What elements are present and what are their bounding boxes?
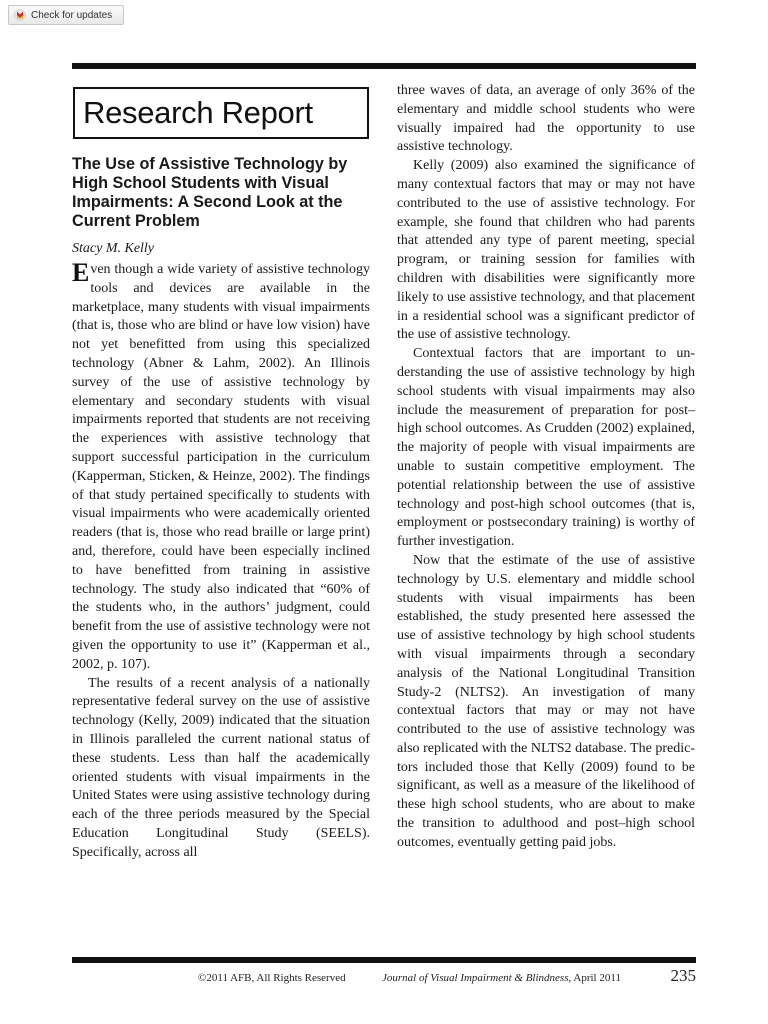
paragraph-5: Now that the estimate of the use of assistive technology by U.S. elementary and middle school students with visual impairments has been established, the study presented here assessed the use of assistive technology by high school students with visual impairments through a secondary analysis of the National Longitudinal Transition Study-2 (NLTS2). An investigation of many contextual factors that may or may not have contributed to the use of assistive technology was also replicated with the NLTS2 database. The predictors included those that Kelly (2009) found to be significant, as well as a measure of the likelihood of these high school students, who are about to make the transition to adulthood and post–high school outcomes, eventually getting paid jobs. [397,552,695,850]
footer-copyright: ©2011 AFB, All Rights Reserved [198,972,346,984]
footer-journal [382,972,621,984]
check-for-updates-label: Check for updates [31,9,113,21]
paragraph-2-continued: three waves of data, an average of only 36% of the elementary and middle school students who were visually impaired had the opportunity to use assistive technology. [397,83,695,155]
left-column [72,258,370,863]
author-name: Stacy M. Kelly [72,241,155,256]
paragraph-1-text: ven though a wide variety of assistive technology tools and devices are available in the marketplace, many students with visual impairments (that is, those who are blind or have low vision) have not yet benefitted from using this specialized technology (Abner & Lahm, 2002). An Illinois survey of the use of assistive technology by elementary and secondary students with visual impairments reported that students are not receiving the experiences with assistive technology that support successful participation in the curriculum (Kapperman, Sticken, & Heinze, 2002). The findings of that study pertained specifically to students with visual impairments who were academically oriented readers (that is, those who read braille or large print) and, therefore, could have been especially inclined to have benefitted from training in assistive technology. The study also indicated that “60% of the students who, in the authors’ judgment, could benefit from the use of assistive technology were not given the opportunity to use it” (Kapperman et al., 2002, p. 107). [72,262,370,672]
journal-issue: , April 2011 [568,972,621,984]
bottom-rule [72,957,696,963]
check-for-updates-button[interactable] [8,5,124,25]
paragraph-1 [72,258,370,675]
paragraph-4: Contextual factors that are important to understanding the use of assistive technology by high school students with visual impairments may also include the measurement of preparation for post–high school outcomes. As Crudden (2002) explained, the majority of people with visual impairments are unable to sustain competitive employment. The potential relationship between the use of assistive technology and post-high school outcomes (that is, employment or postsecondary training) is worthy of further investigation. [397,346,695,550]
drop-cap: E [72,258,90,287]
page-footer [72,966,696,990]
page-number: 235 [670,966,696,985]
article-title: The Use of Assistive Technology by High School Students with Visual Impairments: A Second Look at the Current Problem [72,155,348,230]
top-rule [72,63,696,69]
paragraph-3: Kelly (2009) also examined the significance of many contextual factors that may or may not have contributed to the use of assistive technology. For example, she found that children who had parents that attended any type of parent meeting, special program, or training session for families with children with disabilities were significantly more likely to use assistive technology, and that placement in a residential school was a significant predictor of the use of assistive technology. [397,158,695,343]
journal-name: Journal of Visual Impairment & Blindness [382,972,569,984]
section-label: Research Report [73,87,369,139]
crossmark-icon [14,9,26,21]
paragraph-2: The results of a recent analysis of a nationally representative federal survey on the use of assistive technology (Kelly, 2009) indicated that the situation in Illinois paralleled the current national status of these students. Less than half the academically oriented students with visual impairments in the United States were using assistive technology during each of the three periods measured by the Special Education Longitudinal Study (SEELS). Specifically, across all [72,675,370,860]
right-column [397,82,695,853]
